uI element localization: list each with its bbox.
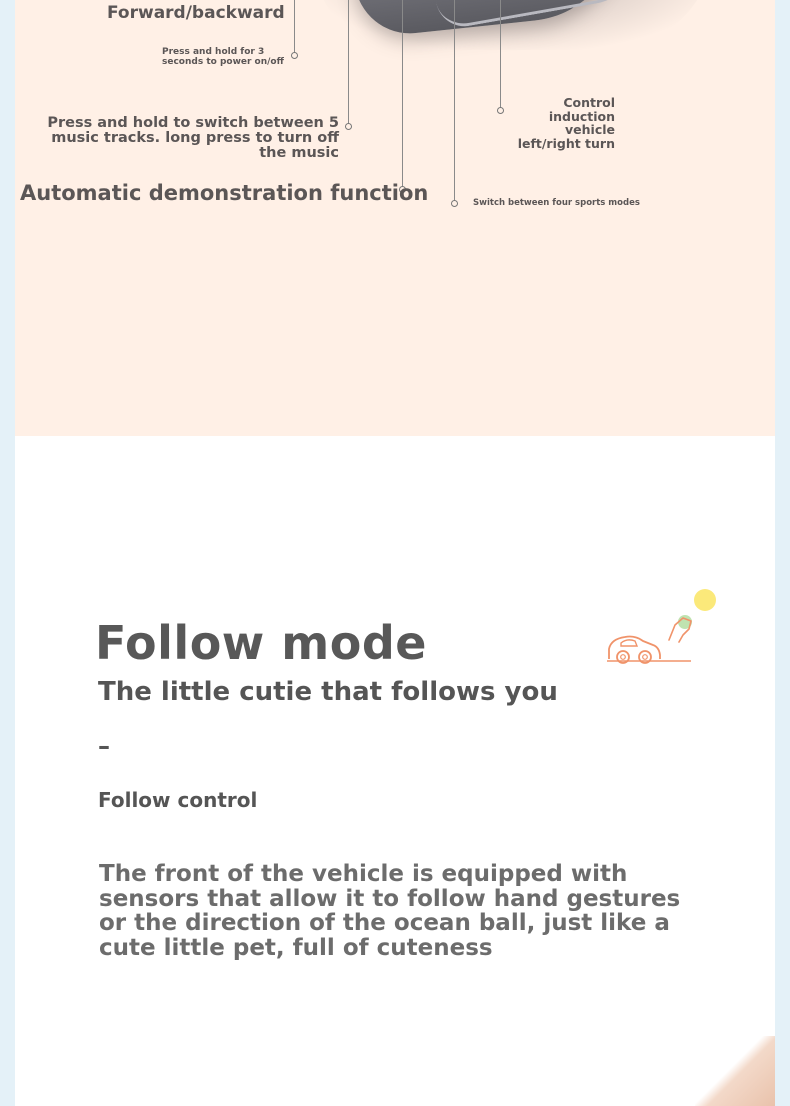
- car-follow-illustration-icon: [605, 585, 725, 670]
- callout-line-sports: [454, 0, 455, 201]
- callout-line-demo: [402, 0, 403, 187]
- callout-dot-sports: [451, 200, 458, 207]
- section-dash: –: [98, 732, 110, 760]
- label-music: Press and hold to switch between 5 music tracks. long press to turn off the music: [47, 115, 339, 161]
- label-forward-backward: Forward/backward: [107, 3, 285, 23]
- callout-line-music: [348, 0, 349, 124]
- follow-mode-subtitle: The little cutie that follows you: [98, 677, 558, 707]
- label-sports-modes: Switch between four sports modes: [473, 198, 640, 208]
- follow-mode-title: Follow mode: [95, 616, 427, 670]
- label-power: Press and hold for 3 seconds to power on/off: [162, 47, 284, 67]
- callout-line-induction: [500, 0, 501, 108]
- callout-line-power: [294, 0, 295, 54]
- product-page: [15, 0, 775, 1106]
- follow-control-label: Follow control: [98, 788, 258, 812]
- label-induction: Control induction vehicle left/right turn: [517, 95, 615, 151]
- label-demo: Automatic demonstration function: [20, 181, 429, 205]
- follow-mode-description: The front of the vehicle is equipped with sensors that allow it to follow hand gestures or the direction of the ocean ball, just like a cute little pet, full of cuteness: [99, 861, 681, 961]
- hand-photo-corner: [695, 1036, 775, 1106]
- controller-feature-panel: [15, 0, 775, 436]
- callout-dot-music: [345, 123, 352, 130]
